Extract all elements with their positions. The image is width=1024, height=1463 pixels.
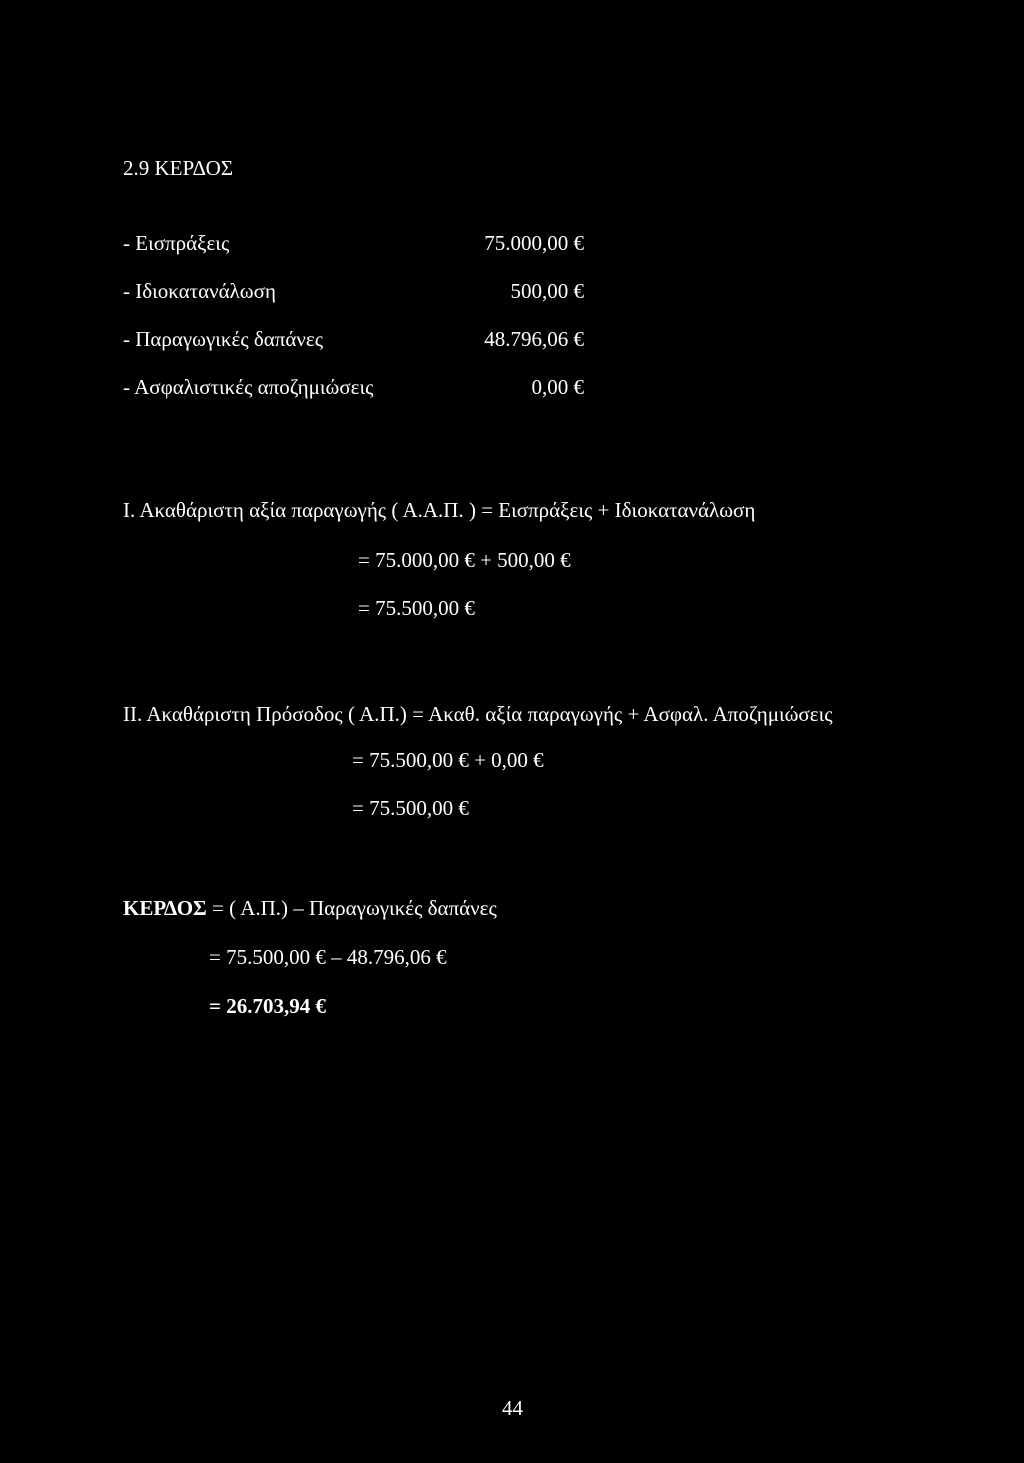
gross-production-value-result: = 75.500,00 € [358, 596, 475, 620]
gross-production-value-formula: Ι. Ακαθάριστη αξία παραγωγής ( Α.Α.Π. ) = Εισπράξεις + Ιδιοκατανάλωση [123, 498, 756, 522]
summary-value: 500,00 € [510, 279, 584, 303]
gross-production-value-step: = 75.000,00 € + 500,00 € [358, 548, 571, 572]
summary-value: 75.000,00 € [484, 231, 584, 255]
summary-label: - Εισπράξεις [123, 231, 230, 255]
profit-formula-text: = ( Α.Π.) – Παραγωγικές δαπάνες [206, 896, 497, 920]
gross-income-formula: ΙΙ. Ακαθάριστη Πρόσοδος ( Α.Π.) = Ακαθ. αξία παραγωγής + Ασφαλ. Αποζημιώσεις [123, 702, 833, 726]
summary-value: 48.796,06 € [484, 327, 584, 351]
summary-label: - Παραγωγικές δαπάνες [123, 327, 324, 351]
profit-formula [123, 896, 497, 920]
summary-value: 0,00 € [531, 375, 584, 399]
profit-result: = 26.703,94 € [209, 994, 326, 1018]
summary-label: - Ιδιοκατανάλωση [123, 279, 276, 303]
profit-label: ΚΕΡΔΟΣ [123, 896, 207, 920]
gross-income-step: = 75.500,00 € + 0,00 € [352, 748, 544, 772]
summary-label: - Ασφαλιστικές αποζημιώσεις [123, 375, 374, 399]
section-heading: 2.9 ΚΕΡΔΟΣ [123, 156, 234, 180]
gross-income-result: = 75.500,00 € [352, 796, 469, 820]
page-number: 44 [502, 1396, 523, 1420]
profit-step: = 75.500,00 € – 48.796,06 € [209, 945, 447, 969]
